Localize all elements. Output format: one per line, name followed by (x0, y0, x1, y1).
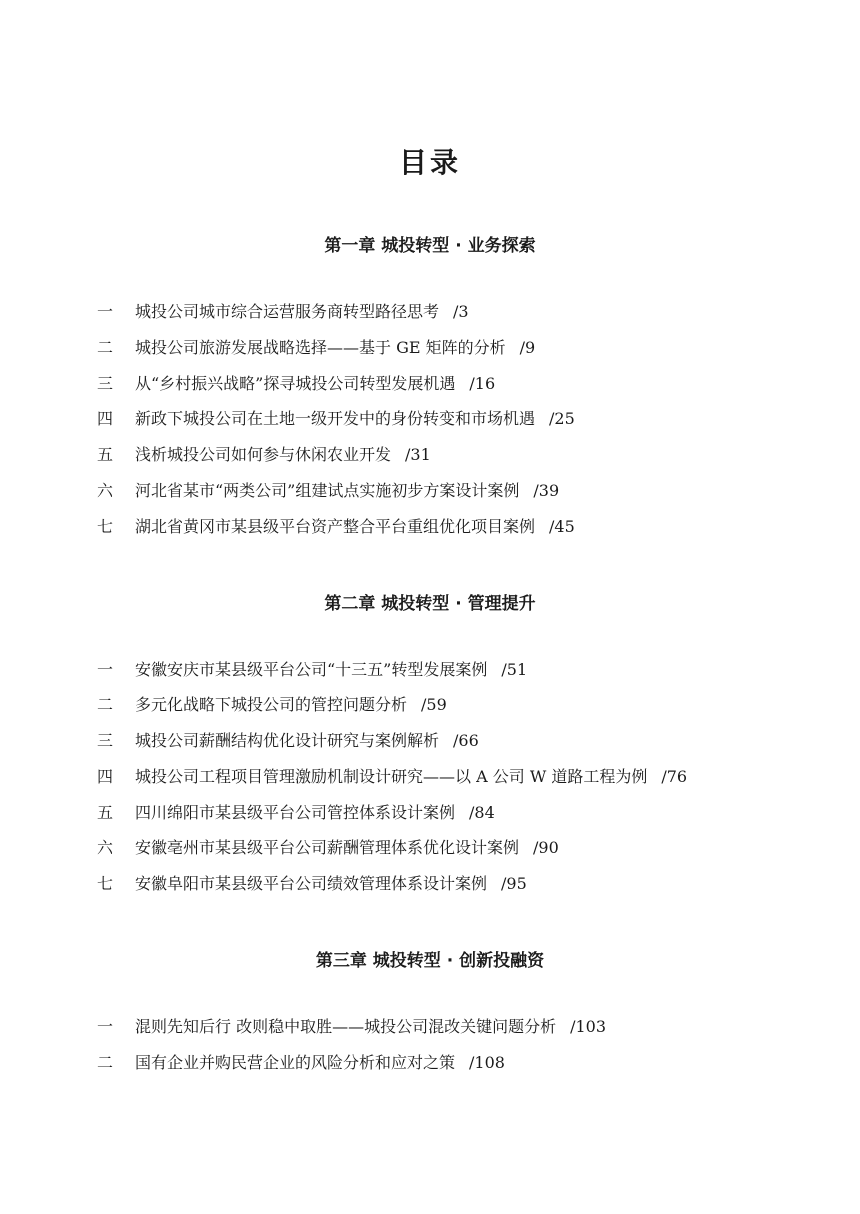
entry-page: /108 (469, 1053, 505, 1072)
toc-entry[interactable] (97, 657, 527, 683)
entry-number: 二 (97, 1053, 114, 1072)
entry-title: 国有企业并购民营企业的风险分析和应对之策 (135, 1053, 456, 1072)
toc-entry[interactable] (97, 1050, 505, 1076)
toc-entry[interactable] (97, 442, 431, 468)
toc-entry[interactable] (97, 871, 527, 897)
entry-title: 新政下城投公司在土地一级开发中的身份转变和市场机遇 (135, 409, 536, 428)
entry-page: /39 (533, 481, 560, 500)
entry-title: 安徽亳州市某县级平台公司薪酬管理体系优化设计案例 (135, 838, 520, 857)
entry-number: 五 (97, 803, 114, 822)
entry-number: 七 (97, 874, 114, 893)
entry-title: 从“乡村振兴战略”探寻城投公司转型发展机遇 (135, 374, 456, 393)
entry-number: 二 (97, 695, 114, 714)
entry-number: 二 (97, 338, 114, 357)
entry-number: 一 (97, 660, 114, 679)
entry-page: /25 (549, 409, 575, 428)
entry-number: 一 (97, 1017, 114, 1036)
entry-title: 湖北省黄冈市某县级平台资产整合平台重组优化项目案例 (135, 517, 536, 536)
entry-number: 三 (97, 374, 114, 393)
toc-entry[interactable] (97, 1014, 606, 1040)
toc-entry[interactable] (97, 800, 495, 826)
chapter-2-title: 第二章 城投转型 · 管理提升 (324, 594, 536, 614)
entry-page: /31 (405, 445, 431, 464)
toc-entry[interactable] (97, 478, 559, 504)
toc-entry[interactable] (97, 692, 447, 718)
entry-number: 一 (97, 302, 114, 321)
entry-title: 安徽阜阳市某县级平台公司绩效管理体系设计案例 (135, 874, 488, 893)
entry-page: /76 (661, 767, 688, 786)
entry-title: 四川绵阳市某县级平台公司管控体系设计案例 (135, 803, 456, 822)
entry-number: 四 (97, 767, 114, 786)
toc-entry[interactable] (97, 728, 479, 754)
toc-entry[interactable] (97, 406, 575, 432)
toc-entry[interactable] (97, 371, 495, 397)
entry-page: /95 (501, 874, 527, 893)
entry-number: 六 (97, 481, 114, 500)
entry-title: 城投公司工程项目管理激励机制设计研究——以 A 公司 W 道路工程为例 (135, 767, 648, 786)
entry-number: 七 (97, 517, 114, 536)
entry-page: /90 (533, 838, 559, 857)
entry-title: 混则先知后行 改则稳中取胜——城投公司混改关键问题分析 (135, 1017, 557, 1036)
entry-page: /84 (469, 803, 495, 822)
toc-entry[interactable] (97, 299, 469, 325)
entry-title: 城投公司薪酬结构优化设计研究与案例解析 (135, 731, 440, 750)
entry-page: /3 (453, 302, 469, 321)
entry-number: 四 (97, 409, 114, 428)
entry-page: /51 (501, 660, 528, 679)
entry-page: /59 (421, 695, 447, 714)
entry-number: 三 (97, 731, 114, 750)
entry-page: /103 (570, 1017, 607, 1036)
entry-title: 多元化战略下城投公司的管控问题分析 (135, 695, 408, 714)
entry-title: 河北省某市“两类公司”组建试点实施初步方案设计案例 (135, 481, 520, 500)
entry-title: 浅析城投公司如何参与休闲农业开发 (135, 445, 392, 464)
entry-title: 城投公司城市综合运营服务商转型路径思考 (135, 302, 440, 321)
chapter-1-title: 第一章 城投转型 · 业务探索 (324, 236, 536, 256)
entry-page: /45 (549, 517, 575, 536)
chapter-3-title: 第三章 城投转型 · 创新投融资 (315, 951, 545, 971)
page-title: 目录 (398, 146, 461, 179)
entry-number: 六 (97, 838, 114, 857)
entry-page: /16 (469, 374, 496, 393)
entry-title: 城投公司旅游发展战略选择——基于 GE 矩阵的分析 (135, 338, 506, 357)
entry-page: /9 (519, 338, 536, 357)
toc-entry[interactable] (97, 835, 559, 861)
entry-title: 安徽安庆市某县级平台公司“十三五”转型发展案例 (135, 660, 488, 679)
toc-entry[interactable] (97, 764, 687, 790)
toc-entry[interactable] (97, 335, 535, 361)
entry-page: /66 (453, 731, 479, 750)
toc-entry[interactable] (97, 514, 575, 540)
entry-number: 五 (97, 445, 114, 464)
